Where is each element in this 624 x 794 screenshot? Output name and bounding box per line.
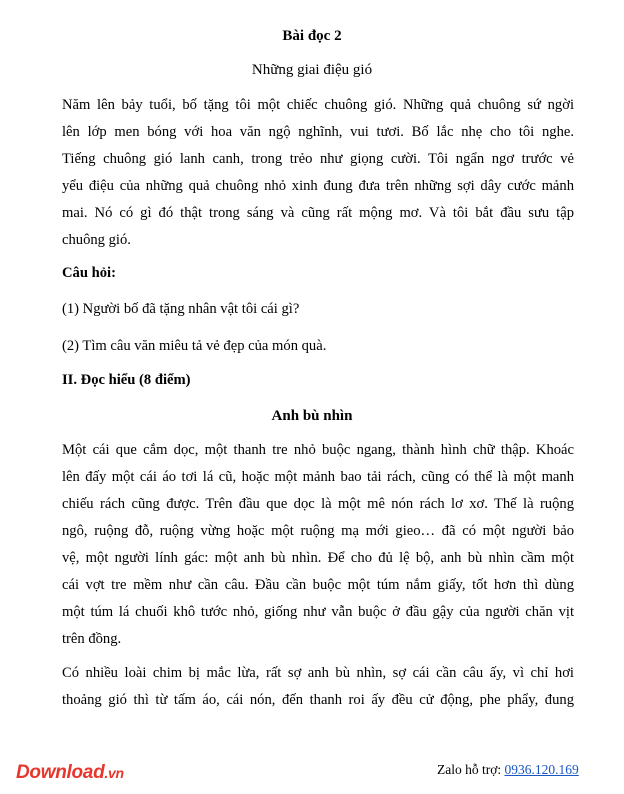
logo-suffix: .vn <box>104 765 124 781</box>
story-title: Anh bù nhìn <box>271 408 353 424</box>
text-line: mai. Nó có gì đó thật trong sáng và cũng rất mộng mơ. Và tôi bắt đầu sưu tập <box>62 205 574 221</box>
text-line: cái vợt tre mềm như cần câu. Đầu cần buộc một túm nắm giấy, tốt hơn thì dùng <box>62 577 574 593</box>
section-heading: II. Đọc hiểu (8 điểm) <box>62 372 191 388</box>
story-paragraph-1 <box>62 437 574 653</box>
text-line: Một cái que cắm dọc, một thanh tre nhỏ buộc ngang, thành hình chữ thập. Khoác <box>62 442 574 458</box>
text-line: chuông gió. <box>62 232 131 248</box>
text-line: Tiếng chuông gió lanh canh, trong trẻo như giọng cười. Tôi ngẩn ngơ trước vẻ <box>62 151 574 167</box>
reading-paragraph <box>62 92 574 254</box>
text-line: lên lớp men bóng với hoa văn ngộ nghĩnh, vui tươi. Bố lắc nhẹ cho tôi nghe. <box>62 124 574 140</box>
download-logo[interactable] <box>16 762 124 784</box>
text-line: Năm lên bảy tuổi, bố tặng tôi một chiếc chuông gió. Những quả chuông sứ ngời <box>62 97 574 113</box>
text-line: Có nhiều loài chim bị mắc lừa, rất sợ anh bù nhìn, sợ cái cần câu ấy, vì chỉ hơi <box>62 665 574 681</box>
question-1: (1) Người bố đã tặng nhân vật tôi cái gì? <box>62 301 300 317</box>
reading-subtitle: Những giai điệu gió <box>251 62 373 78</box>
text-line: một túm lá chuối khô tước nhỏ, giống như vẫn buộc ở đầu gậy của người chăn vịt <box>62 604 574 620</box>
text-line: vệ, một người lính gác: một anh bù nhìn. Để cho đủ lệ bộ, anh bù nhìn cầm một <box>62 550 574 566</box>
story-paragraph-2 <box>62 660 574 714</box>
support-contact <box>437 762 579 778</box>
text-line: yểu điệu của những quả chuông nhỏ xinh đung đưa trên những sợi dây cước mảnh <box>62 178 574 194</box>
support-label: Zalo hỗ trợ: <box>437 762 505 777</box>
question-2: (2) Tìm câu văn miêu tả vẻ đẹp của món quà. <box>62 338 327 354</box>
reading-title: Bài đọc 2 <box>282 28 342 44</box>
text-line: trên đồng. <box>62 631 122 647</box>
text-line: thoảng gió thì từ tấm áo, cái nón, đến thanh roi ấy đều cử động, phe phẩy, đung <box>62 692 574 708</box>
text-line: lên đấy một cái áo tơi lá cũ, hoặc một mảnh bao tải rách, cũng có thể là một manh <box>62 469 574 485</box>
support-phone-link[interactable]: 0936.120.169 <box>504 762 579 777</box>
questions-label: Câu hỏi: <box>62 265 116 281</box>
logo-text: Download <box>16 762 105 783</box>
text-line: ngô, ruộng đỗ, ruộng vừng hoặc một ruộng mạ mới gieo… đã có một người bảo <box>62 523 574 539</box>
text-line: chiếu rách cũng được. Trên đầu que dọc là một mê nón rách lơ xơ. Thế là ruộng <box>62 496 574 512</box>
